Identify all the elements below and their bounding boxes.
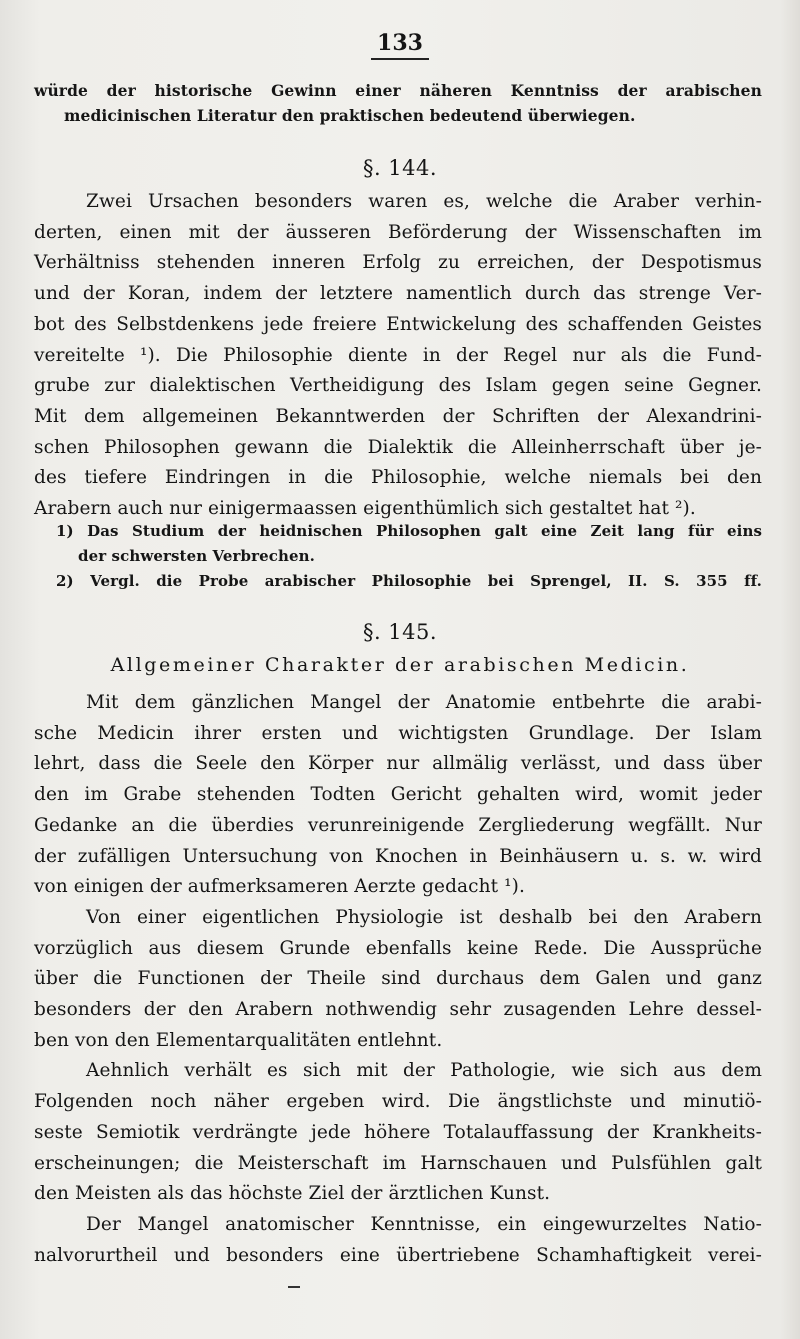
text-line: Zwei Ursachen besonders waren es, welche die Araber verhin- — [86, 191, 762, 212]
section-144-heading: §. 144. — [362, 156, 438, 180]
text-line: Mit dem gänzlichen Mangel der Anatomie entbehrte die arabi- — [86, 692, 762, 713]
intro-paragraph — [34, 78, 762, 128]
footnote-1-continued: der schwersten Verbrechen. — [78, 547, 315, 565]
text-line: über die Functionen der Theile sind durchaus dem Galen und ganz — [34, 968, 762, 990]
text-line: Mit dem allgemeinen Bekanntwerden der Schriften der Alexandrini- — [34, 405, 762, 427]
section-145-subheading: Allgemeiner Charakter der arabischen Medicin. — [110, 654, 690, 676]
text-line: den Meisten als das höchste Ziel der ärztlichen Kunst. — [34, 1183, 551, 1205]
text-line: vorzüglich aus diesem Grunde ebenfalls keine Rede. Die Aussprüche — [34, 937, 762, 959]
text-line: vereitelte ¹). Die Philosophie diente in der Regel nur als die Fund- — [34, 344, 762, 366]
section-144-footnotes — [56, 519, 762, 594]
text-line: würde der historische Gewinn einer näheren Kenntniss der arabischen — [34, 81, 762, 100]
text-line: sche Medicin ihrer ersten und wichtigsten Grundlage. Der Islam — [34, 722, 762, 744]
text-line: ben von den Elementarqualitäten entlehnt. — [34, 1029, 443, 1051]
text-line: lehrt, dass die Seele den Körper nur allmälig verlässt, und dass über — [34, 753, 762, 775]
text-line: besonders der den Arabern nothwendig sehr zusagenden Lehre dessel- — [34, 999, 762, 1021]
text-line: medicinischen Literatur den praktischen bedeutend überwiegen. — [64, 106, 636, 125]
section-144-body — [34, 187, 762, 525]
text-line: Verhältniss stehenden inneren Erfolg zu erreichen, der Despotismus — [34, 252, 762, 274]
text-line: den im Grabe stehenden Todten Gericht gehalten wird, womit jeder — [34, 784, 762, 806]
section-145-body — [34, 688, 762, 1271]
text-line: Von einer eigentlichen Physiologie ist deshalb bei den Arabern — [86, 906, 762, 928]
text-line: grube zur dialektischen Vertheidigung des Islam gegen seine Gegner. — [34, 375, 762, 397]
text-line: von einigen der aufmerksameren Aerzte gedacht ¹). — [34, 876, 525, 898]
text-line: Der Mangel anatomischer Kenntnisse, ein eingewurzeltes Natio- — [86, 1213, 762, 1235]
page-number: 133 — [0, 30, 800, 56]
printer-mark — [288, 1286, 300, 1288]
text-line: Arabern auch nur einigermaassen eigenthümlich sich gestaltet hat ²). — [34, 498, 696, 520]
text-line: nalvorurtheil und besonders eine übertriebene Schamhaftigkeit verei- — [34, 1244, 762, 1266]
text-line: bot des Selbstdenkens jede freiere Entwickelung des schaffenden Geistes — [34, 313, 762, 335]
text-line: erscheinungen; die Meisterschaft im Harnschauen und Pulsfühlen galt — [34, 1152, 762, 1174]
text-line: und der Koran, indem der letztere namentlich durch das strenge Ver- — [34, 283, 762, 305]
text-line: seste Semiotik verdrängte jede höhere Totalauffassung der Krankheits- — [34, 1121, 762, 1143]
text-line: schen Philosophen gewann die Dialektik die Alleinherrschaft über je- — [34, 436, 762, 458]
text-line: Gedanke an die überdies verunreinigende Zergliederung wegfällt. Nur — [34, 814, 762, 836]
text-line: Folgenden noch näher ergeben wird. Die ängstlichste und minutiö- — [34, 1091, 762, 1113]
section-145-heading: §. 145. — [362, 620, 438, 644]
footnote-2: 2) Vergl. die Probe arabischer Philosophie bei Sprengel, II. S. 355 ff. — [56, 572, 762, 590]
text-line: Aehnlich verhält es sich mit der Pathologie, wie sich aus dem — [86, 1060, 762, 1082]
text-line: derten, einen mit der äusseren Beförderung der Wissenschaften im — [34, 221, 762, 243]
text-line: der zufälligen Untersuchung von Knochen in Beinhäusern u. s. w. wird — [34, 845, 762, 867]
footnote-1: 1) Das Studium der heidnischen Philosophen galt eine Zeit lang für eins — [56, 522, 762, 540]
text-line: des tiefere Eindringen in die Philosophie, welche niemals bei den — [34, 467, 762, 489]
